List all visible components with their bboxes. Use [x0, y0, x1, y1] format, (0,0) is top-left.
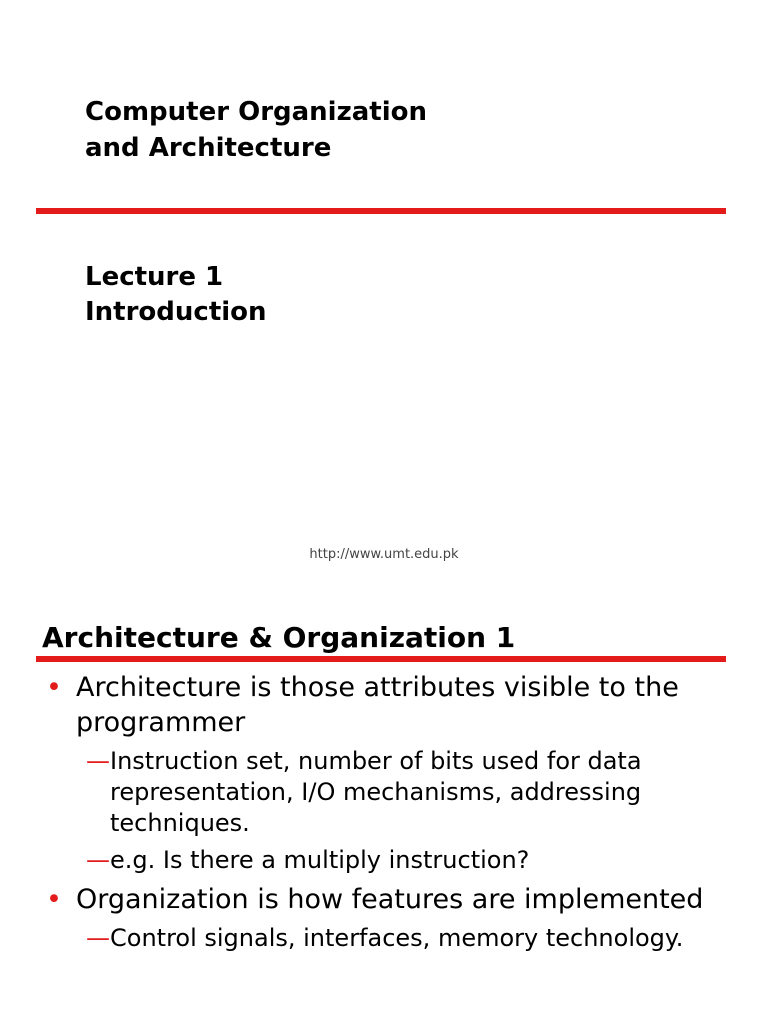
sub-bullet-text: e.g. Is there a multiply instruction? [110, 846, 530, 874]
bullet-item [46, 882, 716, 917]
lecture-number: Lecture 1 [85, 262, 224, 292]
footer-url: http://www.umt.edu.pk [309, 547, 459, 562]
sub-bullet-dash-icon: — [86, 924, 110, 952]
bullet-text: Organization is how features are implemented [76, 884, 704, 915]
bullet-item [46, 670, 716, 740]
lecture-title [85, 260, 267, 330]
sub-bullet-text: Control signals, interfaces, memory technology. [110, 924, 684, 952]
slide-title-divider [36, 656, 726, 662]
sub-bullet-item [86, 923, 720, 954]
slide-2 [0, 600, 768, 1024]
sub-bullet-text: Instruction set, number of bits used for data representation, I/O mechanisms, addressing techniques. [110, 747, 642, 837]
sub-bullet-item [86, 746, 720, 839]
bullet-text: Architecture is those attributes visible to the programmer [76, 672, 679, 738]
course-title-line-2: and Architecture [85, 133, 332, 163]
title-divider [36, 208, 726, 214]
course-title [85, 94, 427, 166]
bullet-dot-icon: • [46, 884, 62, 915]
course-title-line-1: Computer Organization [85, 97, 427, 127]
lecture-topic: Introduction [85, 297, 267, 327]
bullet-dot-icon: • [46, 672, 62, 703]
bullet-list [0, 670, 768, 954]
sub-bullet-item [86, 845, 720, 876]
sub-bullet-dash-icon: — [86, 747, 110, 775]
slide-title: Architecture & Organization 1 [42, 621, 516, 654]
sub-bullet-dash-icon: — [86, 846, 110, 874]
